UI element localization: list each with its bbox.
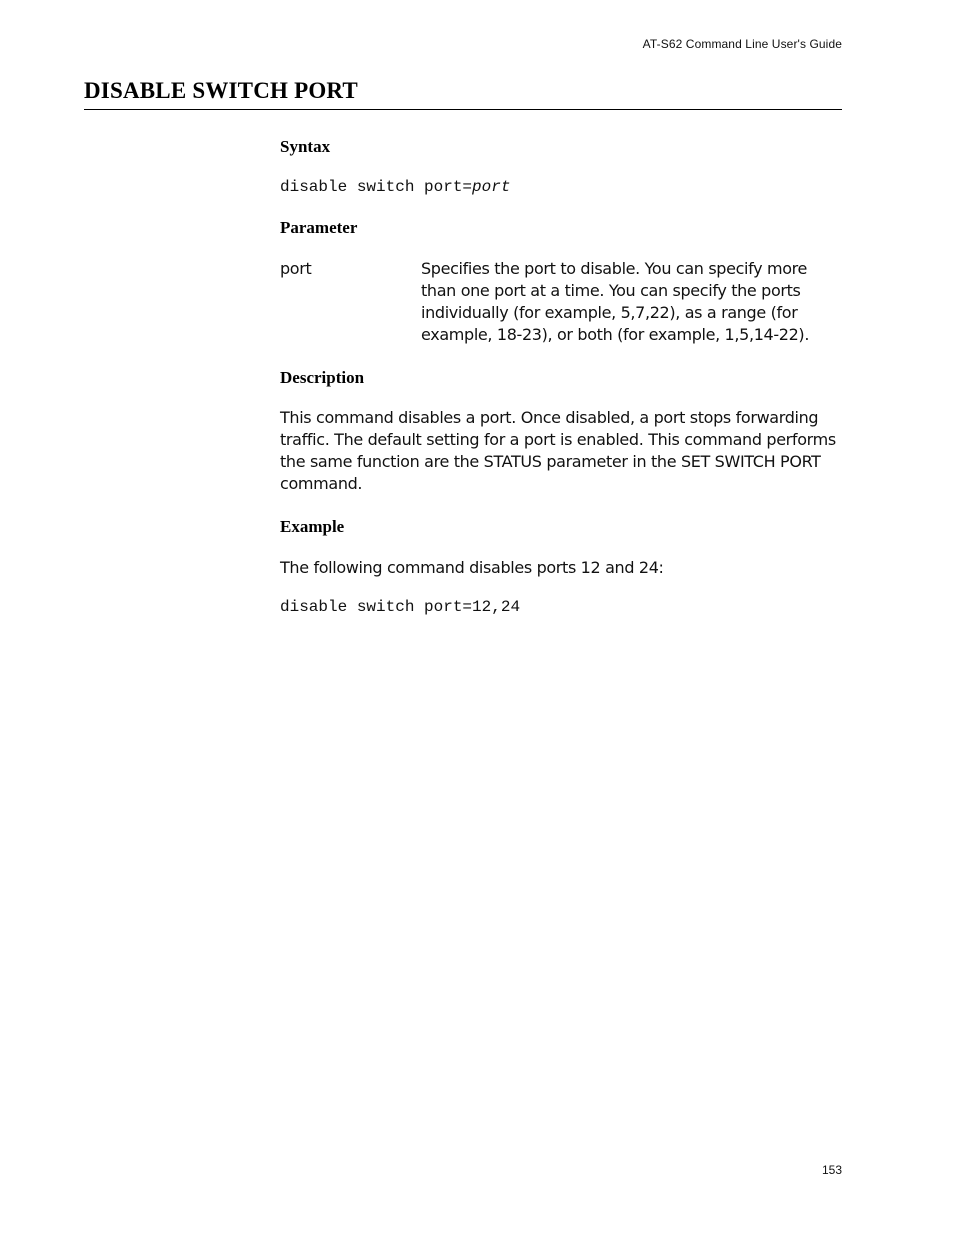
title-rule	[84, 109, 842, 110]
page-title: DISABLE SWITCH PORT	[84, 78, 358, 103]
running-header: AT-S62 Command Line User's Guide	[642, 37, 842, 51]
syntax-command	[280, 178, 510, 196]
syntax-command-text: disable switch port=	[280, 178, 473, 196]
parameter-heading: Parameter	[280, 218, 358, 237]
syntax-heading: Syntax	[280, 137, 331, 156]
syntax-argument: port	[472, 178, 511, 196]
parameter-name: port	[280, 259, 312, 278]
parameter-description: Specifies the port to disable. You can specify more than one port at a time. You can specify the ports individually (for example, 5,7,22), as a range (for example, 18-23), or both (for example, 1,5,14-22).	[421, 259, 810, 344]
example-command: disable switch port=12,24	[280, 598, 521, 616]
description-text: This command disables a port. Once disabled, a port stops forwarding traffic. The default setting for a port is enabled. This command performs the same function are the STATUS parameter in the SET SWITCH PORT command.	[280, 408, 836, 493]
example-heading: Example	[280, 517, 345, 536]
page-number: 153	[821, 1163, 842, 1177]
description-heading: Description	[280, 368, 365, 387]
example-intro: The following command disables ports 12 and 24:	[280, 558, 664, 577]
